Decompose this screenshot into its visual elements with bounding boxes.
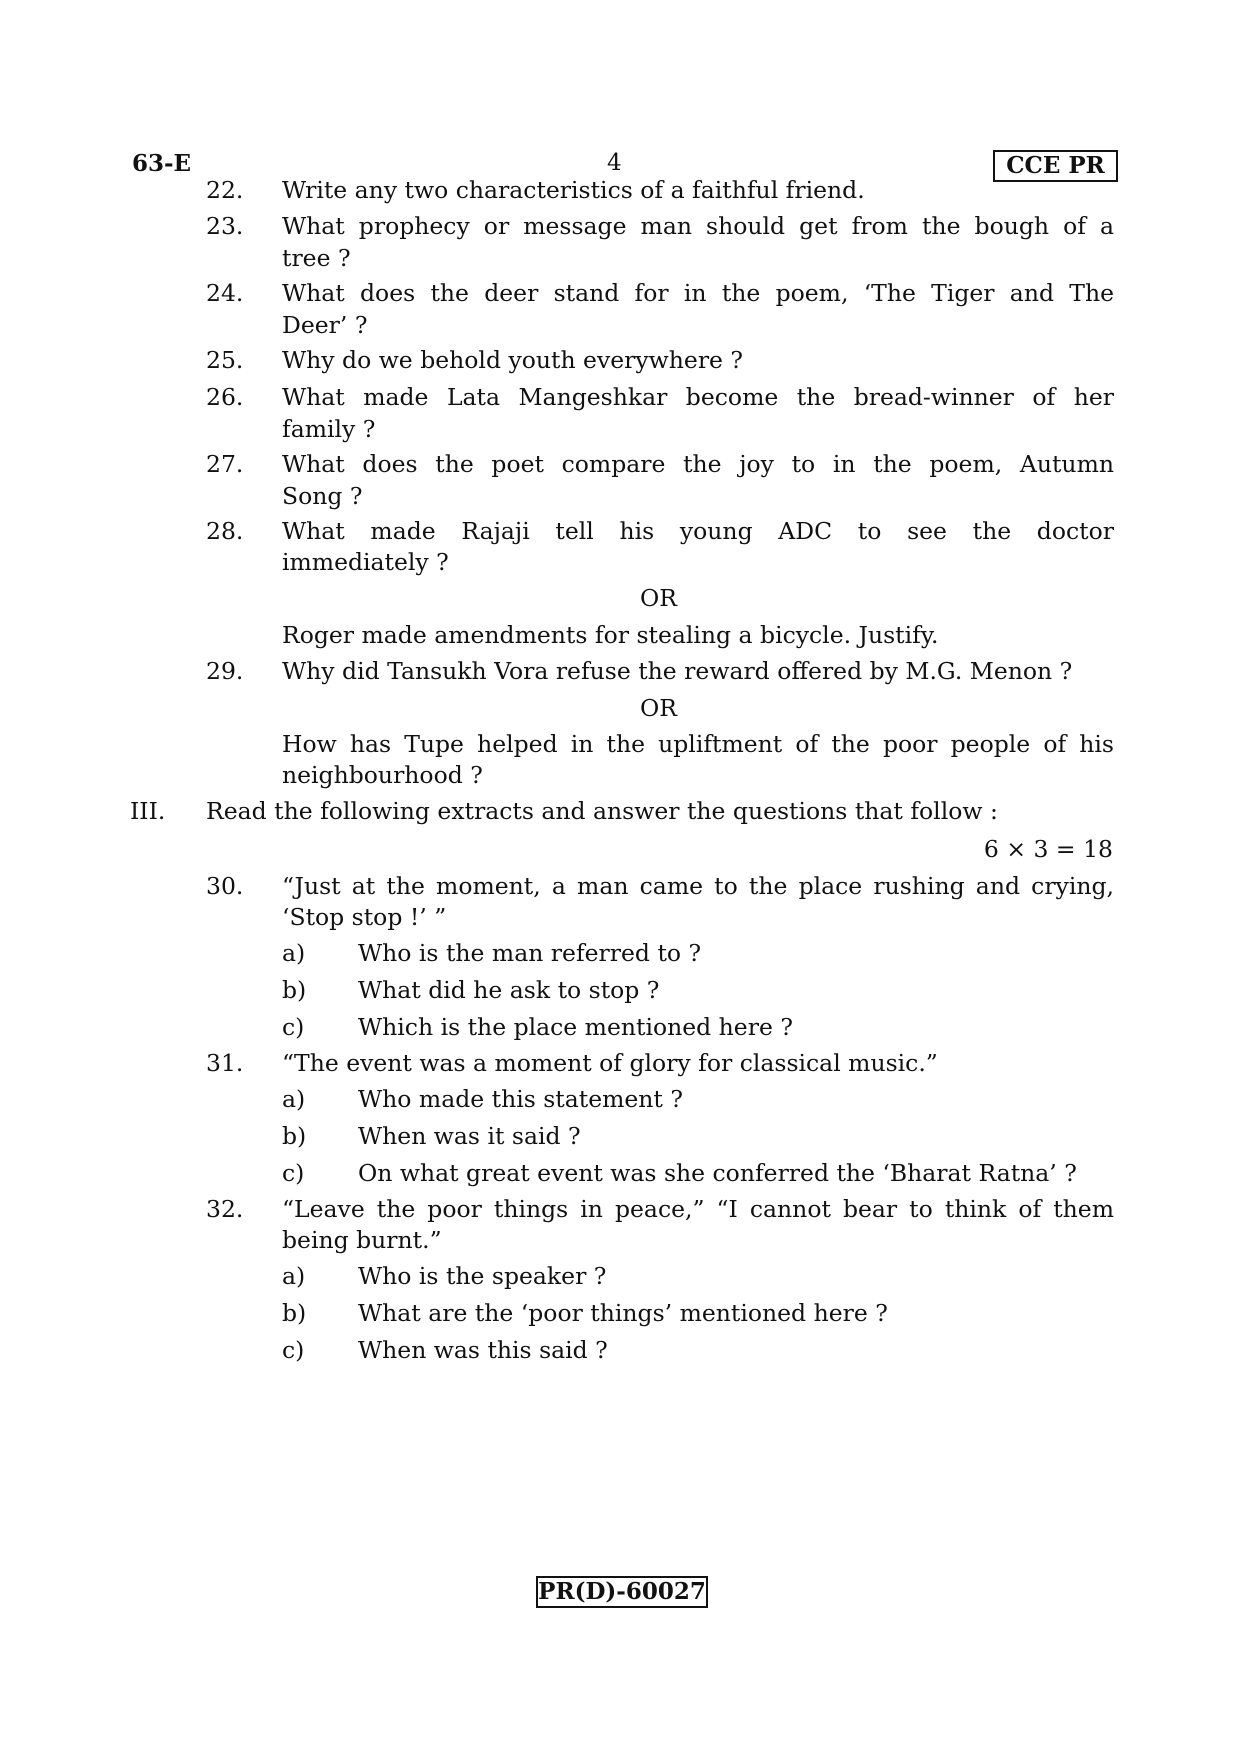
question-number: 23. (206, 212, 244, 240)
question-text: What made Lata Mangeshkar become the bread-winner of her (282, 383, 1114, 411)
footer-code-box: PR(D)-60027 (536, 1576, 708, 1608)
question-number: 28. (206, 517, 244, 545)
question-number: 24. (206, 279, 244, 307)
sub-question-text: When was it said ? (358, 1122, 581, 1150)
question-text-continued: family ? (282, 415, 376, 443)
sub-question-text: Who made this statement ? (358, 1085, 683, 1113)
question-29-alternative-continued: neighbourhood ? (282, 761, 483, 789)
or-label: OR (640, 584, 677, 612)
question-29-alternative: How has Tupe helped in the upliftment of the poor people of his (282, 730, 1114, 758)
section-number: III. (130, 797, 166, 825)
question-number: 32. (206, 1195, 244, 1223)
sub-question-text: Which is the place mentioned here ? (358, 1013, 793, 1041)
section-instruction: Read the following extracts and answer the questions that follow : (206, 797, 998, 825)
extract-text: “Leave the poor things in peace,” “I cannot bear to think of them (282, 1195, 1114, 1223)
question-text: What does the deer stand for in the poem, ‘The Tiger and The (282, 279, 1114, 307)
sub-question-label: c) (282, 1013, 305, 1041)
question-number: 30. (206, 872, 244, 900)
paper-code: 63-E (132, 150, 192, 177)
sub-question-label: a) (282, 1085, 306, 1113)
sub-question-text: Who is the man referred to ? (358, 939, 702, 967)
question-text: What prophecy or message man should get from the bough of a (282, 212, 1114, 240)
section-marks: 6 × 3 = 18 (983, 835, 1113, 863)
question-text-continued: immediately ? (282, 548, 449, 576)
page-number: 4 (607, 150, 622, 176)
question-number: 31. (206, 1049, 244, 1077)
question-number: 22. (206, 176, 244, 204)
extract-text: “Just at the moment, a man came to the place rushing and crying, (282, 872, 1114, 900)
sub-question-label: a) (282, 1262, 306, 1290)
sub-question-label: b) (282, 1299, 307, 1327)
extract-text-continued: being burnt.” (282, 1226, 442, 1254)
sub-question-text: On what great event was she conferred the ‘Bharat Ratna’ ? (358, 1159, 1077, 1187)
extract-text-continued: ‘Stop stop !’ ” (282, 903, 447, 931)
extract-text: “The event was a moment of glory for classical music.” (282, 1049, 938, 1077)
series-box: CCE PR (993, 150, 1118, 182)
question-text: Write any two characteristics of a faithful friend. (282, 176, 865, 204)
question-text: What does the poet compare the joy to in the poem, Autumn (282, 450, 1114, 478)
question-number: 26. (206, 383, 244, 411)
sub-question-label: b) (282, 1122, 307, 1150)
question-text: What made Rajaji tell his young ADC to see the doctor (282, 517, 1114, 545)
sub-question-label: a) (282, 939, 306, 967)
sub-question-text: What are the ‘poor things’ mentioned here ? (358, 1299, 888, 1327)
question-number: 27. (206, 450, 244, 478)
question-number: 29. (206, 657, 244, 685)
or-label: OR (640, 694, 677, 722)
question-number: 25. (206, 346, 244, 374)
sub-question-text: What did he ask to stop ? (358, 976, 660, 1004)
sub-question-label: b) (282, 976, 307, 1004)
question-text-continued: Deer’ ? (282, 311, 368, 339)
sub-question-text: When was this said ? (358, 1336, 608, 1364)
sub-question-text: Who is the speaker ? (358, 1262, 607, 1290)
sub-question-label: c) (282, 1336, 305, 1364)
question-text-continued: Song ? (282, 482, 363, 510)
question-text: Why did Tansukh Vora refuse the reward offered by M.G. Menon ? (282, 657, 1073, 685)
question-text-continued: tree ? (282, 244, 351, 272)
sub-question-label: c) (282, 1159, 305, 1187)
question-text: Why do we behold youth everywhere ? (282, 346, 744, 374)
question-28-alternative: Roger made amendments for stealing a bicycle. Justify. (282, 621, 939, 649)
